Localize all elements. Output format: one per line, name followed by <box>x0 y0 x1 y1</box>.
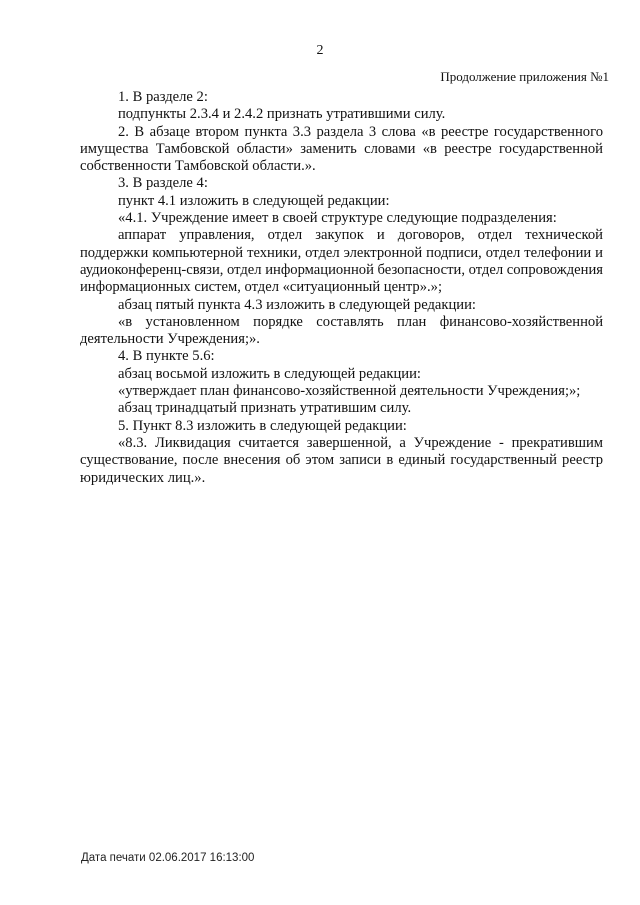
paragraph-5: пункт 4.1 изложить в следующей редакции: <box>118 192 390 209</box>
paragraph-3: 2. В абзаце втором пункта 3.3 раздела 3 слова «в реестре государственного имущества Тамбовской области» заменить словами «в реестре государственной собственности Тамбовской области.». <box>80 123 603 175</box>
print-date: Дата печати 02.06.2017 16:13:00 <box>81 852 255 864</box>
annex-continuation-note: Продолжение приложения №1 <box>440 69 609 84</box>
paragraph-12: «утверждает план финансово-хозяйственной деятельности Учреждения;»; <box>118 383 581 400</box>
paragraph-1: 1. В разделе 2: <box>118 89 208 105</box>
paragraph-4: 3. В разделе 4: <box>118 175 208 192</box>
paragraph-11: абзац восьмой изложить в следующей редакции: <box>118 365 421 382</box>
document-body <box>80 89 603 487</box>
paragraph-15: «8.3. Ликвидация считается завершенной, а Учреждение - прекратившим существование, после внесения об этом записи в единый государственный реестр юридических лиц.». <box>80 434 603 486</box>
paragraph-9: «в установленном порядке составлять план финансово-хозяйственной деятельности Учреждения;». <box>80 313 603 348</box>
paragraph-7: аппарат управления, отдел закупок и договоров, отдел технической поддержки компьютерной техники, отдел электронной подписи, отдел телефонии и аудиоконференц-связи, отдел информационной безопасности, отдел сопровождения информационных систем, отдел «ситуационный центр».»; <box>80 227 603 296</box>
paragraph-14: 5. Пункт 8.3 изложить в следующей редакции: <box>118 417 407 434</box>
page-number: 2 <box>316 43 324 58</box>
paragraph-2: подпункты 2.3.4 и 2.4.2 признать утратившими силу. <box>118 106 446 123</box>
paragraph-6: «4.1. Учреждение имеет в своей структуре следующие подразделения: <box>118 210 557 227</box>
paragraph-8: абзац пятый пункта 4.3 изложить в следующей редакции: <box>118 296 476 313</box>
paragraph-10: 4. В пункте 5.6: <box>118 348 215 365</box>
paragraph-13: абзац тринадцатый признать утратившим силу. <box>118 400 412 417</box>
